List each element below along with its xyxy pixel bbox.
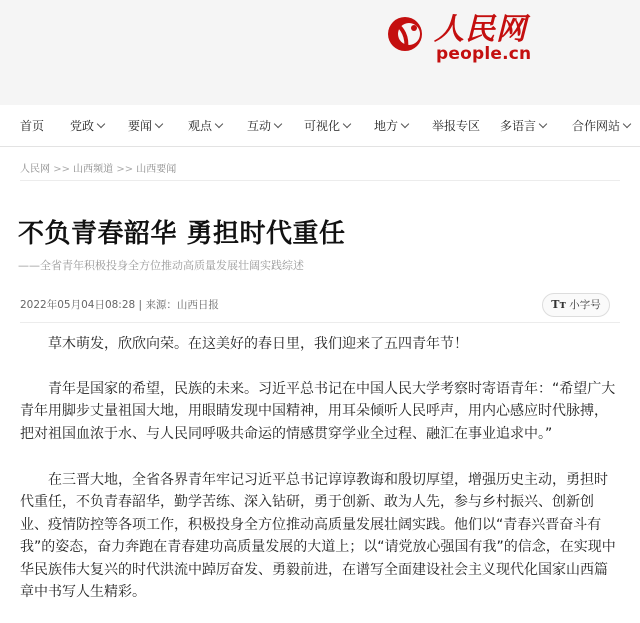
font-size-button[interactable]: [542, 293, 610, 317]
main-navigation: [0, 105, 640, 147]
breadcrumb-link-people[interactable]: 人民网: [20, 164, 50, 175]
chevron-down-icon: [343, 120, 351, 128]
nav-label: 举报专区: [432, 119, 481, 133]
article-meta: [20, 297, 219, 312]
nav-item-news[interactable]: [128, 105, 162, 147]
article-source-link[interactable]: 来源：山西日报: [145, 299, 219, 311]
breadcrumb: [20, 160, 176, 175]
font-size-icon: Tт: [551, 298, 567, 311]
site-header: [0, 0, 640, 105]
nav-item-languages[interactable]: [500, 105, 546, 147]
article-paragraph: 草木萌发，欣欣向荣。在这美好的春日里，我们迎来了五四青年节！: [48, 336, 468, 352]
nav-item-visualization[interactable]: [304, 105, 350, 147]
nav-item-opinion[interactable]: [188, 105, 222, 147]
nav-label: 可视化: [304, 119, 341, 133]
nav-label: 互动: [247, 119, 272, 133]
nav-label: 地方: [374, 119, 399, 133]
article-source: [145, 299, 219, 311]
article-title: 不负青春韶华 勇担时代重任: [18, 219, 346, 249]
article-date: 2022年05月04日08:28: [20, 299, 136, 311]
nav-label: 党政: [70, 119, 95, 133]
chevron-down-icon: [623, 120, 631, 128]
article-subtitle: ——全省青年积极投身全方位推动高质量发展壮阔实践综述: [18, 259, 304, 272]
nav-label: 多语言: [500, 119, 537, 133]
article-paragraph: 在三晋大地，全省各界青年牢记习近平总书记谆谆教诲和殷切厚望，增强历史主动，勇担时代重任，不负青春韶华，勤学苦练、深入钻研，勇于创新、敢为人先，参与乡村振兴、创新创业、疫情防控等各项工作，积极投身全方位推动高质量发展壮阔实践。他们以“青春兴晋奋斗有我”的姿态，奋力奔跑在青春建功高质量发展的大道上；以“请党放心强国有我”的信念，在实现中华民族伟大复兴的时代洪流中踔厉奋发、勇毅前进，在谱写全面建设社会主义现代化国家山西篇章中书写人生精彩。: [20, 472, 616, 601]
nav-item-party-gov[interactable]: [70, 105, 104, 147]
nav-label: 首页: [20, 119, 45, 133]
chevron-down-icon: [215, 120, 223, 128]
nav-item-interactive[interactable]: [247, 105, 281, 147]
nav-label: 合作网站: [572, 119, 621, 133]
breadcrumb-separator: >>: [116, 164, 134, 175]
chevron-down-icon: [97, 120, 105, 128]
nav-label: 要闻: [128, 119, 153, 133]
chevron-down-icon: [539, 120, 547, 128]
chevron-down-icon: [274, 120, 282, 128]
breadcrumb-separator: >>: [53, 164, 70, 175]
nav-label: 观点: [188, 119, 213, 133]
nav-item-local[interactable]: [374, 105, 408, 147]
breadcrumb-link-shanxi-channel[interactable]: 山西频道: [73, 164, 114, 175]
meta-separator: |: [138, 299, 146, 311]
divider: [20, 322, 620, 323]
logo-domain[interactable]: people.cn: [436, 44, 532, 64]
font-size-label: 小字号: [569, 299, 601, 311]
nav-item-home[interactable]: [20, 105, 44, 147]
divider: [20, 180, 620, 181]
nav-item-report[interactable]: [432, 105, 480, 147]
logo-text[interactable]: 人民网: [434, 12, 527, 47]
article-paragraph: 青年是国家的希望，民族的未来。习近平总书记在中国人民大学考察时寄语青年：“希望广大青年用脚步丈量祖国大地，用眼睛发现中国精神，用耳朵倾听人民呼声，用内心感应时代脉搏，把对祖国血浓于水、与人民同呼吸共命运的情感贯穿学业全过程、融汇在事业追求中。”: [20, 381, 616, 442]
breadcrumb-link-shanxi-news[interactable]: 山西要闻: [136, 164, 177, 175]
chevron-down-icon: [401, 120, 409, 128]
nav-item-partners[interactable]: [572, 105, 630, 147]
chevron-down-icon: [155, 120, 163, 128]
